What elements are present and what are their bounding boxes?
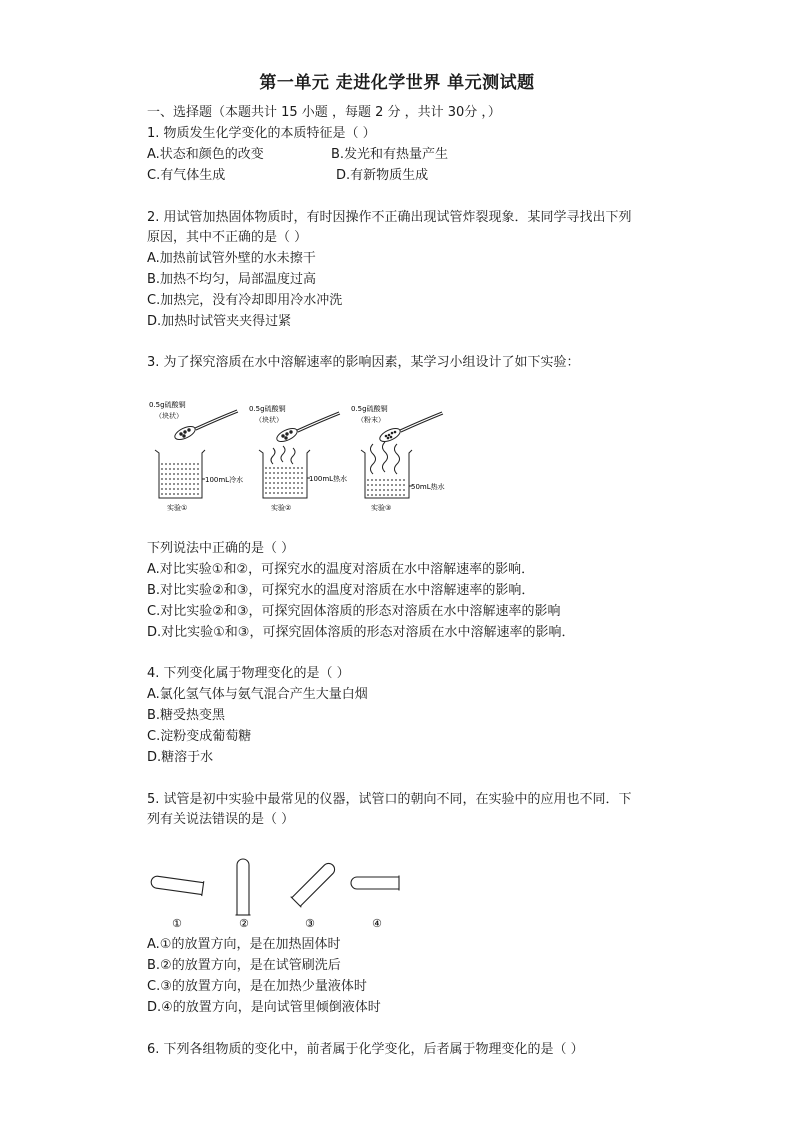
test-tube-orientation-figure bbox=[145, 855, 415, 935]
q3-lead: 下列说法中正确的是（ ） bbox=[147, 541, 295, 556]
water-label-2: 100mL热水 bbox=[309, 475, 348, 483]
tube-label-4: ④ bbox=[372, 917, 382, 930]
q4-option-d: D.糖溶于水 bbox=[147, 750, 214, 765]
q4-option-b: B.糖受热变黑 bbox=[147, 708, 226, 723]
q1-option-c: C.有气体生成 bbox=[147, 168, 226, 183]
experiment-label-1: 实验① bbox=[167, 504, 188, 512]
q5-option-a: A.①的放置方向，是在加热固体时 bbox=[147, 937, 341, 952]
test-tube-icon bbox=[351, 876, 399, 891]
q5-option-d: D.④的放置方向，是向试管里倾倒液体时 bbox=[147, 1000, 381, 1015]
solute-form-label-1: （块状） bbox=[155, 412, 183, 420]
q5-stem-line2: 列有关说法错误的是（ ） bbox=[147, 812, 295, 827]
solute-form-label-3: （粉末） bbox=[357, 416, 385, 424]
q2-stem-line1: 2. 用试管加热固体物质时，有时因操作不正确出现试管炸裂现象．某同学寻找出下列 bbox=[147, 210, 632, 225]
q1-option-a: A.状态和颜色的改变 bbox=[147, 147, 264, 162]
beaker-3 bbox=[361, 442, 412, 498]
spoon-icon bbox=[378, 412, 443, 444]
q1-option-d: D.有新物质生成 bbox=[336, 168, 429, 183]
q5-option-c: C.③的放置方向，是在加热少量液体时 bbox=[147, 979, 367, 994]
q1-option-b: B.发光和有热量产生 bbox=[331, 147, 449, 162]
beaker-1 bbox=[155, 450, 205, 498]
experiment-label-2: 实验② bbox=[271, 504, 292, 512]
q2-option-c: C.加热完，没有冷却即用冷水冲洗 bbox=[147, 293, 343, 308]
q6-stem: 6. 下列各组物质的变化中，前者属于化学变化，后者属于物理变化的是（ ） bbox=[147, 1042, 584, 1057]
test-tube-icon bbox=[236, 859, 251, 915]
beaker-2 bbox=[259, 446, 310, 498]
q3-option-d: D.对比实验①和③，可探究固体溶质的形态对溶质在水中溶解速率的影响． bbox=[147, 625, 575, 640]
test-tube-icon bbox=[291, 860, 338, 907]
solute-label-3: 0.5g硫酸铜 bbox=[351, 405, 388, 413]
q2-option-b: B.加热不均匀，局部温度过高 bbox=[147, 272, 317, 287]
q2-stem-line2: 原因，其中不正确的是（ ） bbox=[147, 230, 308, 245]
test-tube-icon bbox=[150, 874, 204, 896]
water-label-1: 100mL冷水 bbox=[205, 476, 244, 484]
q1-stem: 1. 物质发生化学变化的本质特征是（ ） bbox=[147, 126, 376, 141]
q4-stem: 4. 下列变化属于物理变化的是（ ） bbox=[147, 666, 350, 681]
spoon-icon bbox=[275, 412, 340, 444]
solute-label-2: 0.5g硫酸铜 bbox=[249, 405, 286, 413]
solute-form-label-2: （块状） bbox=[255, 416, 283, 424]
tube-label-3: ③ bbox=[305, 917, 315, 930]
q5-stem-line1: 5. 试管是初中实验中最常见的仪器，试管口的朝向不同，在实验中的应用也不同．下 bbox=[147, 792, 632, 807]
page-title: 第一单元 走进化学世界 单元测试题 bbox=[259, 73, 535, 93]
q4-option-a: A.氯化氢气体与氨气混合产生大量白烟 bbox=[147, 687, 368, 702]
solute-label-1: 0.5g硫酸铜 bbox=[149, 401, 186, 409]
experiment-label-3: 实验③ bbox=[371, 504, 392, 512]
tube-label-1: ① bbox=[172, 917, 182, 930]
water-label-3: 50mL热水 bbox=[411, 483, 445, 491]
q2-option-d: D.加热时试管夹夹得过紧 bbox=[147, 314, 292, 329]
q3-option-c: C.对比实验②和③，可探究固体溶质的形态对溶质在水中溶解速率的影响 bbox=[147, 604, 561, 619]
tube-label-2: ② bbox=[239, 917, 249, 930]
q3-option-a: A.对比实验①和②，可探究水的温度对溶质在水中溶解速率的影响． bbox=[147, 562, 535, 577]
q3-option-b: B.对比实验②和③，可探究水的温度对溶质在水中溶解速率的影响． bbox=[147, 583, 535, 598]
q5-option-b: B.②的放置方向，是在试管刷洗后 bbox=[147, 958, 341, 973]
q3-stem: 3. 为了探究溶质在水中溶解速率的影响因素，某学习小组设计了如下实验： bbox=[147, 355, 580, 370]
section-heading: 一、选择题（本题共计 15 小题 ，每题 2 分 ，共计 30分 ，） bbox=[147, 105, 501, 120]
q2-option-a: A.加热前试管外壁的水未擦干 bbox=[147, 251, 316, 266]
q4-option-c: C.淀粉变成葡萄糖 bbox=[147, 729, 252, 744]
dissolution-experiment-figure bbox=[147, 398, 457, 518]
